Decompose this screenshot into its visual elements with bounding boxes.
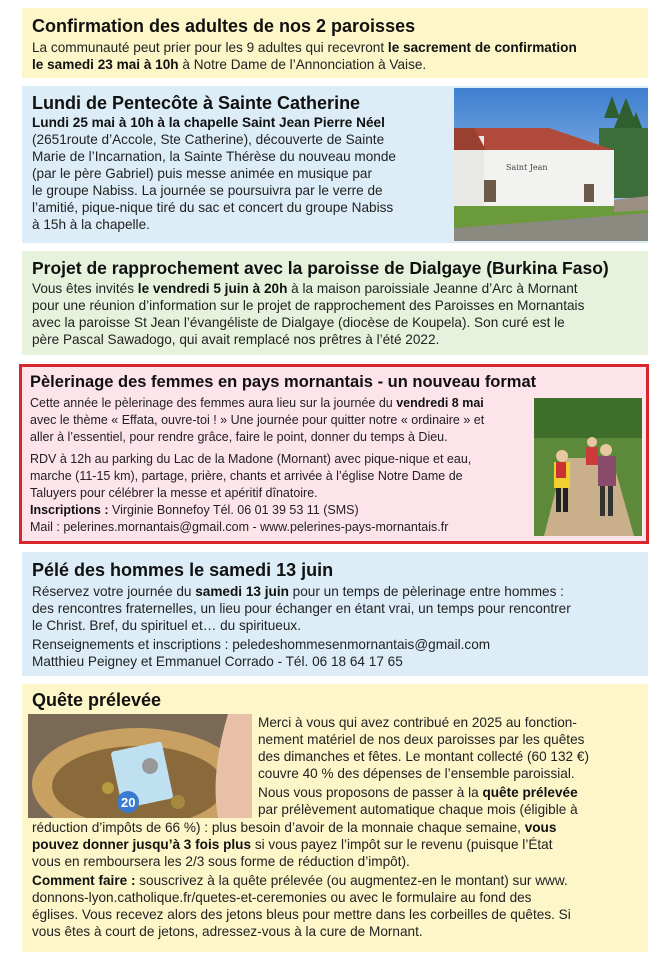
section-text: le groupe Nabiss. La journée se poursuivra par le verre de bbox=[32, 183, 383, 198]
section-text: donnons-lyon.catholique.fr/quetes-et-ceremonies ou avec le formulaire au fond des bbox=[32, 890, 532, 905]
section-text: Taluyers pour célébrer la messe et apéritif dînatoire. bbox=[30, 486, 318, 500]
section-text: (par le père Gabriel) puis messe animée en musique par bbox=[32, 166, 373, 181]
section-dialgaye bbox=[22, 251, 648, 355]
section-text: Marie de l’Incarnation, la Sainte Thérèse du nouveau monde bbox=[32, 149, 396, 164]
section-pele-hommes: Pélé des hommes le samedi 13 juin Réservez votre journée du samedi 13 juin pour un temps de pèlerinage entre hommes : des rencontres fraternelles, un lieu pour échanger en étant vrai, un temps pour rencontrer le Christ. Bref, du spirituel et… du spiritueux. Renseignements et inscriptions : peledeshommesenmornantais@gmail.com Matthieu Peigney et Emmanuel Corrado - Tél. 06 18 64 17 65 bbox=[22, 552, 648, 676]
section-title: Pélé des hommes le samedi 13 juin bbox=[32, 560, 334, 580]
registration-label: Inscriptions : bbox=[30, 503, 109, 517]
section-text: l’amitié, pique-nique tiré du sac et concert du groupe Nabiss bbox=[32, 200, 394, 215]
section-confirmation bbox=[22, 8, 648, 78]
section-text: marche (11-15 km), partage, prière, chants et arrivée à l’église Notre Dame de bbox=[30, 469, 463, 483]
section-title: Lundi de Pentecôte à Sainte Catherine bbox=[32, 93, 361, 113]
section-text: couvre 40 % des dépenses de l’ensemble paroissial. bbox=[258, 766, 575, 781]
section-text: La communauté peut prier pour les 9 adultes qui recevront le sacrement de confirmation bbox=[32, 40, 577, 55]
section-title: Quête prélevée bbox=[32, 690, 162, 710]
section-text: avec le thème « Effata, ouvre-toi ! » Une journée pour quitter notre « ordinaire » et bbox=[30, 413, 485, 427]
section-quete-prelevee: Quête prélevée 20 Merci à vous qui avez contribué en 2025 au fonction- nement matériel de nos deux paroisses par les quêtes des dimanches et fêtes. Le montant collecté (60 132 €) couvre 40 % des dépenses de l’ensemble paroissial. Nous vous proposons de passer à la quête prélevée par prélèvement automatique chaque mois (éligible à réduction d’impôts de 66 %) : plus besoin d’avoir de la monnaie chaque semaine, vous pouvez donner jusqu’à 3 fois plus si vous payez l’impôt sur le revenu (puisque l’État vous en remboursera les 2/3 sous forme de réduction d’impôt). Comment faire : souscrivez à la quête prélevée (ou augmentez-en le montant) sur www. donnons-lyon.catholique.fr/quetes-et-ceremonies ou avec le formulaire au fond des églises. Vous recevez alors des jetons bleus pour mettre dans les corbeilles de quêtes. Si vous êtes à court de jetons, adressez-vous à la cure de Mornant. bbox=[22, 684, 648, 952]
section-text: des dimanches et fêtes. Le montant collecté (60 132 €) bbox=[258, 749, 589, 764]
banknote-value: 20 bbox=[121, 795, 136, 810]
contact-phone: Matthieu Peigney et Emmanuel Corrado - Tél. 06 18 64 17 65 bbox=[32, 654, 403, 669]
section-pentecost bbox=[22, 86, 648, 243]
registration-contact: Virginie Bonnefoy Tél. 06 01 39 53 11 (SMS) bbox=[108, 503, 359, 517]
section-pelerinage-femmes: Pèlerinage des femmes en pays mornantais - un nouveau format Cette année le pèlerinage des femmes aura lieu sur la journée du vendredi 8 mai avec le thème « Effata, ouvre-toi ! » Une journée pour quitter notre « ordinaire » et aller à l’essentiel, pour rendre grâce, faire le point, donner du temps à Dieu. RDV à 12h au parking du Lac de la Madone (Mornant) avec pique-nique et eau, marche (11-15 km), partage, prière, chants et arrivée à l’église Notre Dame de Taluyers pour célébrer la messe et apéritif dînatoire. Inscriptions : Virginie Bonnefoy Tél. 06 01 39 53 11 (SMS) Mail : pelerines.mornantais@gmail.com - www.pelerines-pays-mornantais.fr bbox=[22, 367, 646, 541]
section-text: aller à l’essentiel, pour rendre grâce, faire le point, donner du temps à Dieu. bbox=[30, 430, 448, 444]
section-text: églises. Vous recevez alors des jetons bleus pour mettre dans les corbeilles de quêtes. Si bbox=[32, 907, 571, 922]
event-date: Lundi 25 mai à 10h à la chapelle Saint Jean Pierre Néel bbox=[32, 115, 385, 130]
section-text: vous êtes à court de jetons, adressez-vous à la cure de Mornant. bbox=[32, 924, 423, 939]
basket-photo bbox=[28, 714, 252, 818]
section-title: Pèlerinage des femmes en pays mornantais - un nouveau format bbox=[30, 373, 537, 391]
chapel-photo bbox=[454, 88, 648, 241]
section-text: (2651route d’Accole, Ste Catherine), découverte de Sainte bbox=[32, 132, 385, 147]
section-title: Confirmation des adultes de nos 2 paroisses bbox=[32, 16, 416, 36]
section-text: père Pascal Sawadogo, qui avait remplacé nos prêtres à l’été 2022. bbox=[32, 332, 440, 347]
section-text: le Christ. Bref, du spirituel et… du spiritueux. bbox=[32, 618, 301, 633]
highlight-frame bbox=[19, 364, 649, 544]
section-text: par prélèvement automatique chaque mois (éligible à bbox=[258, 802, 578, 817]
section-text: avec la paroisse St Jean l’évangéliste de Dialgaye (diocèse de Koupela). Son curé est le bbox=[32, 315, 565, 330]
section-text: vous en remboursera les 2/3 sous forme de réduction d’impôt). bbox=[32, 854, 410, 869]
section-text: des rencontres fraternelles, un lieu pour échanger en étant vrai, un temps pour rencontrer bbox=[32, 601, 571, 616]
contact-mail: Mail : pelerines.mornantais@gmail.com - www.pelerines-pays-mornantais.fr bbox=[30, 520, 449, 534]
section-text: nement matériel de nos deux paroisses par les quêtes bbox=[258, 732, 585, 747]
section-title: Projet de rapprochement avec la paroisse de Dialgaye (Burkina Faso) bbox=[32, 258, 609, 278]
contact-mail: Renseignements et inscriptions : peledeshommesenmornantais@gmail.com bbox=[32, 637, 491, 652]
section-text: à 15h à la chapelle. bbox=[32, 217, 150, 232]
section-text: Merci à vous qui avez contribué en 2025 au fonction- bbox=[258, 715, 577, 730]
section-text: le samedi 23 mai à 10h à Notre Dame de l’Annonciation à Vaise. bbox=[32, 57, 427, 72]
section-text: Vous êtes invités le vendredi 5 juin à 20h à la maison paroissiale Jeanne d’Arc à Mornant bbox=[32, 281, 578, 296]
chapel-sign: Saint Jean bbox=[506, 163, 548, 172]
section-text: pour une réunion d’information sur le projet de rapprochement des Paroisses en Mornantais bbox=[32, 298, 585, 313]
section-text: RDV à 12h au parking du Lac de la Madone (Mornant) avec pique-nique et eau, bbox=[30, 452, 472, 466]
